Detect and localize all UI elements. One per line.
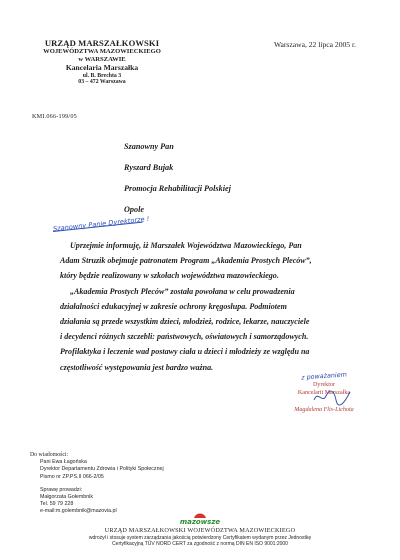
body-line: który będzie realizowany w szkołach województwa mazowieckiego.	[60, 271, 279, 281]
signer-name: Magdalena Flis-Lichota	[294, 407, 354, 414]
chancellery-name: Kancelaria Marszałka	[65, 62, 139, 72]
recipient-organization: Promocja Rehabilitacji Polskiej	[124, 184, 231, 193]
cc-recipient: Pani Ewa Łagońska	[40, 459, 87, 466]
letter-body	[60, 238, 356, 375]
sender-letterhead	[22, 38, 182, 86]
cc-title: Do wiadomości:	[30, 452, 69, 458]
recipient-block	[124, 142, 231, 226]
body-line: działania są przede wszystkim dzieci, młodzież, rodzice, lekarze, nauczyciele	[60, 317, 310, 327]
body-line: Profilaktyka i leczenie wad postawy ciała u dzieci i młodzieży ze względu na	[60, 347, 310, 357]
voivodeship-name: WOJEWÓDZTWA MAZOWIECKIEGO	[43, 48, 161, 56]
city-line: w WARSZAWIE	[78, 55, 126, 63]
body-line: Uprzejmie informuję, iż Marszałek Województwa Mazowieckiego, Pan	[70, 241, 302, 250]
handler-email: e-mail:m.golembnik@mazovia.pl	[40, 508, 117, 515]
footer	[0, 528, 400, 548]
letter-date: Warszawa, 22 lipca 2005 r.	[273, 40, 356, 49]
body-line: i decydenci różnych szczebli: państwowych, oświatowych i samorządowych.	[60, 332, 309, 342]
distribution-notes	[30, 452, 164, 516]
handwritten-greeting: Szanowny Panie Dyrektorze !	[52, 214, 150, 233]
signer-role: Dyrektor	[313, 382, 335, 388]
body-line: częstotliwość występowania jest bardzo ważna.	[60, 362, 214, 372]
handler-name: Małgorzata Gołembnik	[40, 494, 93, 501]
logo-wordmark: mazowsze	[179, 518, 221, 526]
body-line: Adam Struzik obejmuje patronatem Program „Akademia Prostych Pleców”,	[60, 256, 312, 266]
body-line: działalności edukacyjnej w zakresie ochrony kręgosłupa. Podmiotem	[60, 301, 287, 311]
cc-document-number: Pismo nr ZP.PS.II 066-2/05	[40, 473, 104, 480]
footer-certification: wdrożył i stosuje system zarządzania jakością potwierdzony Certyfikatem wydanym przez Jednostkę	[88, 534, 312, 541]
body-line: „Akademia Prostych Pleców” została powołana w celu prowadzenia	[70, 286, 295, 296]
signature-stamp	[288, 372, 360, 415]
office-name: URZĄD MARSZAŁKOWSKI	[44, 38, 160, 48]
recipient-name: Ryszard Bujak	[124, 163, 174, 172]
signer-department: Kancelarii Marszałka	[297, 389, 351, 396]
recipient-salutation: Szanowny Pan	[124, 142, 174, 151]
reference-number: KMI.066-199/05	[32, 113, 77, 120]
footer-iso-standard: Certyfikacyjną TÜV NORD CERT za zgodność z normą DIN EN ISO 9001:2000	[112, 541, 288, 548]
footer-office-name: URZĄD MARSZAŁKOWSKI WOJEWÓDZTWA MAZOWIECKIEGO	[104, 527, 296, 534]
cc-department: Dyrektor Departamentu Zdrowia i Polityki Społecznej	[40, 466, 164, 473]
handler-phone: Tel. 59 79 228	[40, 501, 74, 508]
handled-by-title: Sprawę prowadzi:	[40, 486, 83, 493]
street-address: ul. B. Brechta 3	[82, 72, 122, 79]
postal-address: 03 – 472 Warszawa	[78, 79, 126, 86]
handwritten-closing: z poważaniem	[300, 370, 348, 382]
signature-scrawl	[312, 388, 352, 406]
recipient-city: Opole	[124, 205, 145, 214]
mazowsze-logo	[178, 510, 222, 526]
